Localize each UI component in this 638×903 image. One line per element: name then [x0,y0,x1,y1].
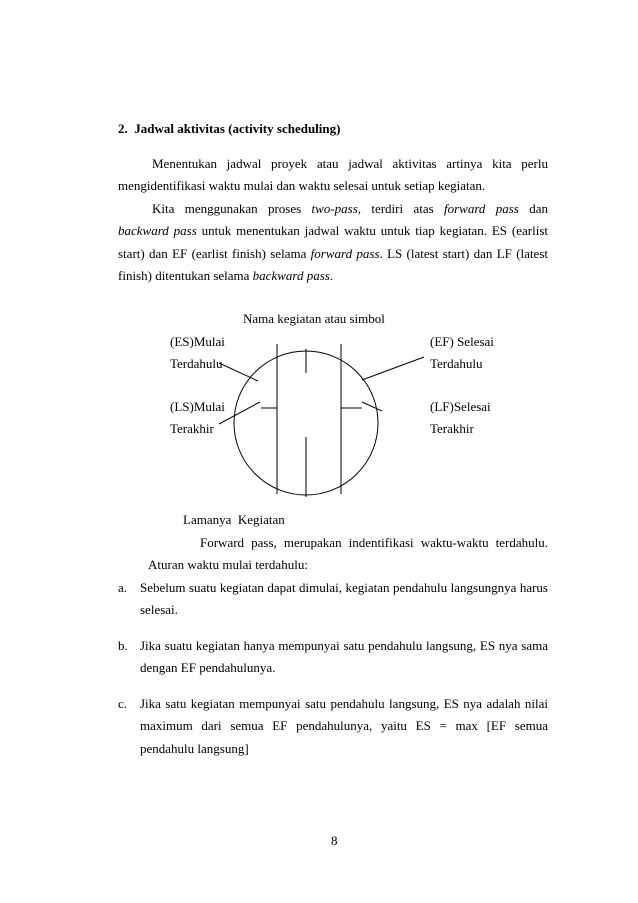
es-label-line-2: Terdahulu [170,356,223,371]
ef-label-line-2: Terdahulu [430,356,483,371]
lf-pointer-line [362,402,382,411]
ls-pointer-line [219,402,260,424]
forward-pass-line: Forward pass, merupakan indentifikasi waktu-waktu terdahulu. [200,535,548,550]
paragraph-1-line-1: Menentukan jadwal proyek atau jadwal aktivitas artinya kita perlu [152,156,548,171]
rule-b-line-1: Jika suatu kegiatan hanya mempunyai satu pendahulu langsung, ES nya sama [140,638,548,653]
diagram-bottom-label: Lamanya Kegiatan [183,512,285,527]
diagram-top-label: Nama kegiatan atau simbol [243,311,385,326]
paragraph-1-line-2: mengidentifikasi waktu mulai dan waktu selesai untuk setiap kegiatan. [118,178,486,193]
rule-c-line-2: maximum dari semua EF pendahulunya, yaitu ES = max [EF semua [140,718,548,733]
rule-c-line-3: pendahulu langsung] [140,741,249,756]
paragraph-2-line-3: start) dan EF (earlist finish) selama forward pass. LS (latest start) dan LF (latest [118,246,548,261]
lf-label-line-1: (LF)Selesai [430,399,491,414]
section-number: 2. [118,121,128,136]
ef-label-line-1: (EF) Selesai [430,334,494,349]
rule-b-line-2: dengan EF pendahulunya. [140,660,276,675]
ls-label-line-2: Terakhir [170,421,214,436]
page-number: 8 [331,833,338,848]
forward-rule-intro: Aturan waktu mulai terdahulu: [148,557,308,572]
rule-c-line-1: Jika satu kegiatan mempunyai satu pendahulu langsung, ES nya adalah nilai [140,696,548,711]
section-title: Jadwal aktivitas (activity scheduling) [134,121,341,136]
rule-c-marker: c. [118,696,128,711]
ef-pointer-line [362,357,424,380]
rule-a-line-2: selesai. [140,602,178,617]
paragraph-2-line-1: Kita menggunakan proses two-pass, terdiri atas forward pass dan [152,201,548,216]
ls-label-line-1: (LS)Mulai [170,399,225,414]
lf-label-line-2: Terakhir [430,421,474,436]
paragraph-2-line-2: backward pass untuk menentukan jadwal waktu untuk tiap kegiatan. ES (earlist [118,223,548,238]
es-pointer-line [219,363,258,381]
es-label-line-1: (ES)Mulai [170,334,225,349]
paragraph-2-line-4: finish) ditentukan selama backward pass. [118,268,334,283]
rule-a-line-1: Sebelum suatu kegiatan dapat dimulai, kegiatan pendahulu langsungnya harus [140,580,548,595]
rule-b-marker: b. [118,638,128,653]
rule-a-marker: a. [118,580,128,595]
